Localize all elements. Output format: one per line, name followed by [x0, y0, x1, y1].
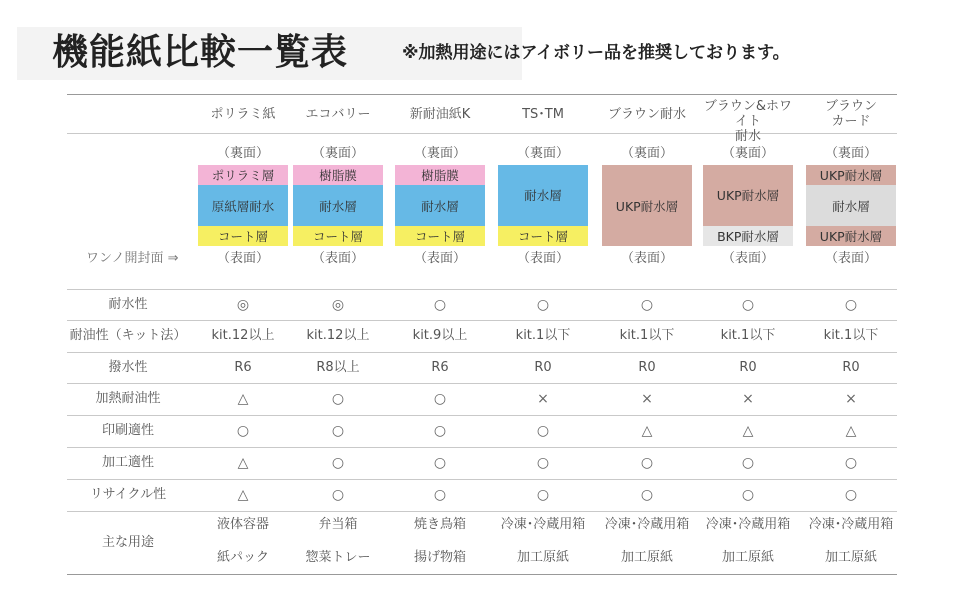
rating-cell: ○ [536, 423, 550, 439]
rating-cell: R6 [234, 360, 252, 375]
front-face-label: （表面） [721, 251, 774, 266]
heating-note: ※加熱用途にはアイボリー品を推奨しております。 [402, 43, 790, 63]
layer-band: コート層 [498, 226, 588, 246]
rating-cell: kit.1以下 [619, 328, 675, 343]
usage-cell: 冷凍･冷蔵用箱 [808, 517, 894, 532]
row-label: リサイクル性 [89, 487, 167, 502]
rating-cell: R8以上 [316, 360, 360, 375]
row-divider [67, 383, 897, 384]
page-title: 機能紙比較一覧表 [52, 32, 349, 73]
rating-cell: ◎ [331, 297, 345, 313]
rating-cell: ○ [331, 423, 345, 439]
rating-cell: ○ [433, 297, 447, 313]
row-label: 耐水性 [108, 297, 148, 312]
rating-cell: ○ [844, 455, 858, 471]
row-divider [67, 574, 897, 575]
back-face-label: （裏面） [721, 146, 774, 161]
rating-cell: ○ [741, 487, 755, 503]
usage-cell: 揚げ物箱 [413, 550, 466, 565]
layer-band: 耐水層 [293, 185, 383, 226]
layer-diagram [703, 165, 793, 246]
back-face-label: （裏面） [620, 146, 673, 161]
row-label: 印刷適性 [101, 423, 154, 438]
layer-band: UKP耐水層 [806, 226, 896, 246]
rating-cell: × [537, 391, 549, 407]
front-face-label: （表面） [824, 251, 877, 266]
rating-cell: △ [237, 487, 249, 503]
column-header: ブラウン耐水 [607, 107, 686, 122]
rating-cell: ○ [331, 487, 345, 503]
front-face-label: （表面） [516, 251, 569, 266]
usage-cell: 液体容器 [216, 517, 269, 532]
rating-cell: ○ [536, 487, 550, 503]
rating-cell: R0 [638, 360, 656, 375]
usage-cell: 加工原紙 [620, 550, 673, 565]
layer-band: コート層 [293, 226, 383, 246]
rating-cell: ○ [331, 391, 345, 407]
rating-cell: ○ [741, 297, 755, 313]
front-face-label: （表面） [216, 251, 269, 266]
rating-cell: ○ [844, 487, 858, 503]
layer-diagram [602, 165, 692, 246]
rating-cell: R0 [739, 360, 757, 375]
usage-cell: 加工原紙 [721, 550, 774, 565]
layer-diagram [395, 165, 485, 246]
rating-cell: ○ [741, 455, 755, 471]
layer-band: ポリラミ層 [198, 165, 288, 185]
rating-cell: ◎ [236, 297, 250, 313]
rating-cell: △ [641, 423, 653, 439]
rating-cell: × [742, 391, 754, 407]
front-face-label: （表面） [413, 251, 466, 266]
rating-cell: ○ [640, 487, 654, 503]
layer-diagram [806, 165, 896, 246]
rating-cell: R0 [842, 360, 860, 375]
row-label: 耐油性（キット法） [69, 328, 187, 343]
usage-cell: 冷凍･冷蔵用箱 [604, 517, 690, 532]
rating-cell: kit.12以上 [306, 328, 370, 343]
layer-band: コート層 [198, 226, 288, 246]
usage-cell: 惣菜トレー [305, 550, 371, 565]
back-face-label: （裏面） [413, 146, 466, 161]
rating-cell: △ [237, 455, 249, 471]
usage-cell: 加工原紙 [516, 550, 569, 565]
column-header: ポリラミ紙 [210, 107, 276, 122]
row-label: 加工適性 [101, 455, 154, 470]
layer-band: 樹脂膜 [395, 165, 485, 185]
rating-cell: ○ [640, 455, 654, 471]
column-header: ブラウン カード [824, 99, 877, 129]
rating-cell: △ [845, 423, 857, 439]
column-header: ブラウン&ホワイト 耐水 [703, 99, 793, 144]
row-divider [67, 320, 897, 321]
column-header: TS･TM [522, 107, 564, 122]
layer-diagram [198, 165, 288, 246]
layer-diagram [498, 165, 588, 246]
layer-band: UKP耐水層 [806, 165, 896, 185]
rating-cell: △ [742, 423, 754, 439]
usage-cell: 加工原紙 [824, 550, 877, 565]
rating-cell: ○ [536, 297, 550, 313]
column-header: 新耐油紙K [409, 107, 471, 122]
rating-cell: ○ [236, 423, 250, 439]
layer-band: 樹脂膜 [293, 165, 383, 185]
back-face-label: （裏面） [516, 146, 569, 161]
front-face-label: （表面） [311, 251, 364, 266]
row-divider [67, 511, 897, 512]
row-divider [67, 447, 897, 448]
rating-cell: ○ [433, 487, 447, 503]
column-header: エコバリー [305, 107, 371, 122]
rating-cell: ○ [433, 391, 447, 407]
row-divider [67, 352, 897, 353]
layer-band: UKP耐水層 [602, 165, 692, 246]
rating-cell: ○ [844, 297, 858, 313]
usage-cell: 冷凍･冷蔵用箱 [500, 517, 586, 532]
usage-cell: 焼き鳥箱 [413, 517, 466, 532]
usage-cell: 冷凍･冷蔵用箱 [705, 517, 791, 532]
back-face-label: （裏面） [824, 146, 877, 161]
usage-cell: 紙パック [216, 550, 269, 565]
rating-cell: kit.9以上 [412, 328, 468, 343]
rating-cell: ○ [331, 455, 345, 471]
row-divider [67, 94, 897, 95]
row-label: 撥水性 [108, 360, 148, 375]
rating-cell: △ [237, 391, 249, 407]
usage-cell: 弁当箱 [318, 517, 358, 532]
rating-cell: kit.12以上 [211, 328, 275, 343]
layer-band: 原紙層耐水 [198, 185, 288, 226]
layer-band: 耐水層 [395, 185, 485, 226]
back-face-label: （裏面） [311, 146, 364, 161]
front-face-label: （表面） [620, 251, 673, 266]
row-divider [67, 415, 897, 416]
layer-band: UKP耐水層 [703, 165, 793, 226]
layer-band: BKP耐水層 [703, 226, 793, 246]
layer-band: 耐水層 [806, 185, 896, 226]
rating-cell: R6 [431, 360, 449, 375]
rating-cell: R0 [534, 360, 552, 375]
rating-cell: ○ [536, 455, 550, 471]
row-divider [67, 479, 897, 480]
rating-cell: × [845, 391, 857, 407]
rating-cell: ○ [433, 423, 447, 439]
rating-cell: ○ [640, 297, 654, 313]
open-side-label: ワンノ開封面 ⇒ [86, 251, 179, 266]
rating-cell: kit.1以下 [823, 328, 879, 343]
rating-cell: × [641, 391, 653, 407]
row-label: 加熱耐油性 [95, 391, 161, 406]
row-label: 主な用途 [101, 535, 154, 550]
row-divider [67, 289, 897, 290]
rating-cell: kit.1以下 [515, 328, 571, 343]
layer-band: 耐水層 [498, 165, 588, 226]
rating-cell: ○ [433, 455, 447, 471]
rating-cell: kit.1以下 [720, 328, 776, 343]
back-face-label: （裏面） [216, 146, 269, 161]
layer-diagram [293, 165, 383, 246]
layer-band: コート層 [395, 226, 485, 246]
